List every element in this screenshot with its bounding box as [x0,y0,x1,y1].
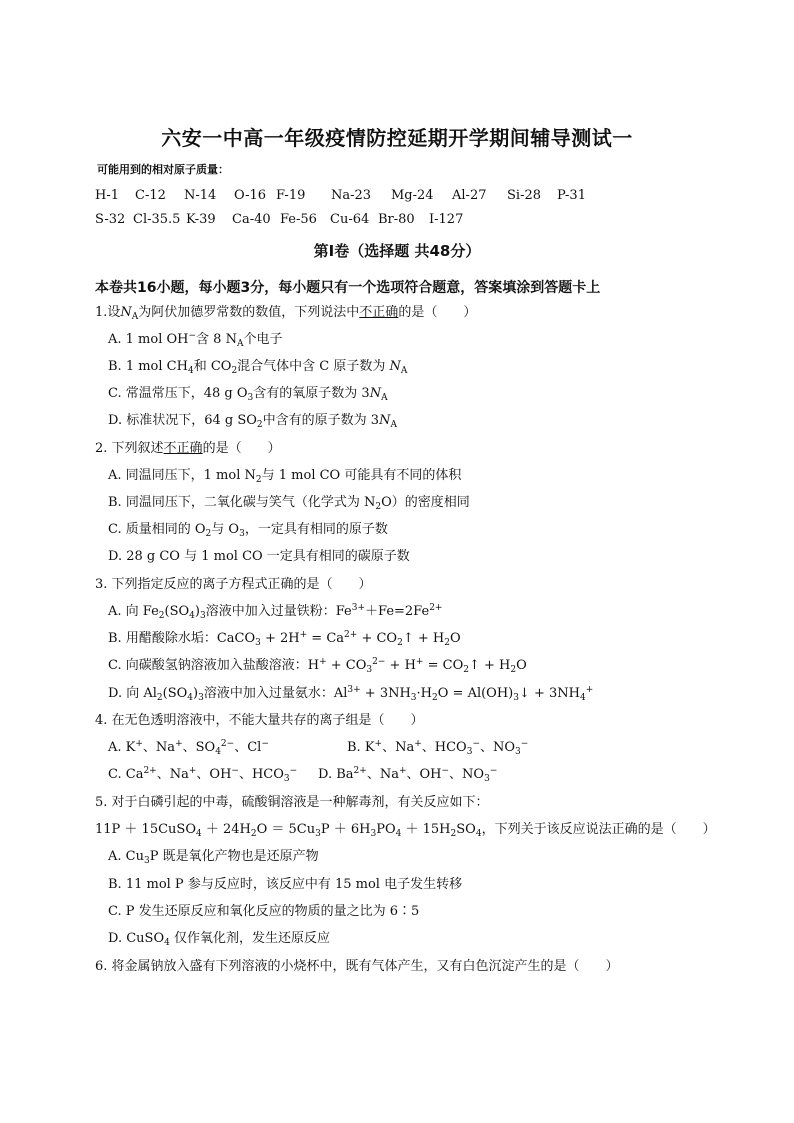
question-4-option-a: A. K+、Na+、$SO_4^{2-}$、Cl− [108,739,269,757]
question-1-option-c: C. 常温常压下，48 g $O_3$含有的氧原子数为 $3N_A$ [108,386,388,403]
question-4-option-d: D. $Ba^{2+}$、Na+、OH−、$NO_3^-$ [318,766,498,784]
mass-item: Ca-40 [232,212,271,227]
question-3-option-b: B. 用醋酸除水垢：CaCO$_3$ + $2H^+ = Ca^{2+}$ + $CO_2↑ + H_2O$ [108,630,461,648]
mass-item: Na-23 [331,188,372,203]
question-4-stem: 4. 在无色透明溶液中，不能大量共存的离子组是（ ） [95,713,424,728]
mass-item: Mg-24 [391,188,434,203]
question-2-option-a: A. 同温同压下，1 mol $N_2$与 1 mol CO 可能具有不同的体积 [108,468,462,485]
mass-item: P-31 [557,188,586,203]
question-2-option-b: B. 同温同压下，二氧化碳与笑气（化学式为 $N_2O$）的密度相同 [108,495,470,512]
question-5-stem: 5. 对于白磷引起的中毒，硫酸铜溶液是一种解毒剂，有关反应如下： [95,795,489,810]
question-2-option-c: C. 质量相同的 $O_2$与 $O_3$，一定具有相同的原子数 [108,522,388,539]
question-2-stem: 2. 下列叙述不正确的是（ ） [95,441,281,456]
mass-item: Cu-64 [330,212,370,227]
question-1-option-b: B. 1 mol $CH_4$和 $CO_2$混合气体中含 C 原子数为 $N_A$ [108,359,408,376]
mass-item: N-14 [184,188,217,203]
question-4-option-c: C. $Ca^{2+}$、Na+、OH−、$HCO_3^-$ [108,766,298,784]
question-3-option-d: D. 向 $Al_2(SO_4)_3$溶液中加入过量氨水：$Al^{3+} + 3NH_3\cdot H_2O$ = $Al(OH)_3↓ + 3NH_4^+$ [108,685,594,703]
mass-item: K-39 [186,212,216,227]
mass-item: I-127 [429,212,464,227]
question-6-stem: 6. 将金属钠放入盛有下列溶液的小烧杯中，既有气体产生，又有白色沉淀产生的是（ ） [95,959,619,974]
question-1-stem: 1.设$N_A$为阿伏加德罗常数的数值，下列说法中不正确的是（ ） [95,305,477,322]
question-3-option-c: C. 向碳酸氢钠溶液加入盐酸溶液：$H^+ + CO_3^{2-} + H^+$ = $CO_2↑ + H_2O$ [108,657,527,675]
question-3-stem: 3. 下列指定反应的离子方程式正确的是（ ） [95,577,372,592]
question-5-option-d: D. CuSO$_4$ 仅作氧化剂，发生还原反应 [108,931,330,948]
mass-item: Al-27 [452,188,487,203]
question-1-option-a: A. 1 mol OH−含 8 $N_A$个电子 [108,331,283,349]
section-instruction: 本卷共16小题，每小题3分，每小题只有一个选项符合题意，答案填涂到答题卡上 [95,280,601,296]
mass-item: Si-28 [507,188,541,203]
question-5-option-a: A. $Cu_3P$ 既是氧化产物也是还原产物 [108,849,319,866]
mass-item: H-1 [95,188,120,203]
mass-item: O-16 [234,188,267,203]
question-2-option-d: D. 28 g CO 与 1 mol CO 一定具有相同的碳原子数 [108,549,410,564]
question-4-option-b: B. K+、Na+、$HCO_3^-$、$NO_3^-$ [347,739,529,757]
page-title: 六安一中高一年级疫情防控延期开学期间辅导测试一 [161,126,633,150]
question-3-option-a: A. 向 $Fe_2(SO_4)_3$溶液中加入过量铁粉：$Fe^{3+}+Fe=2Fe^{2+}$ [108,603,443,621]
mass-item: Fe-56 [280,212,317,227]
mass-item: Br-80 [378,212,415,227]
question-5-option-c: C. P 发生还原反应和氧化反应的物质的量之比为 6∶5 [108,904,420,919]
atomic-mass-label: 可能用到的相对原子质量： [97,163,229,176]
section-title: 第Ⅰ卷（选择题 共48分） [313,242,481,260]
question-5-option-b: B. 11 mol P 参与反应时，该反应中有 15 mol 电子发生转移 [108,877,463,892]
mass-item: C-12 [135,188,166,203]
question-5-equation: 11P ＋ 15CuSO$_4$ ＋ $24H_2O = 5Cu_3P + 6H_3PO_4 + 15H_2SO_4$，下列关于该反应说法正确的是（ ） [95,822,716,839]
mass-item: Cl-35.5 [133,212,181,227]
question-1-option-d: D. 标准状况下，64 g $SO_2$中含有的原子数为 $3N_A$ [108,413,397,430]
mass-item: F-19 [276,188,306,203]
mass-item: S-32 [95,212,126,227]
